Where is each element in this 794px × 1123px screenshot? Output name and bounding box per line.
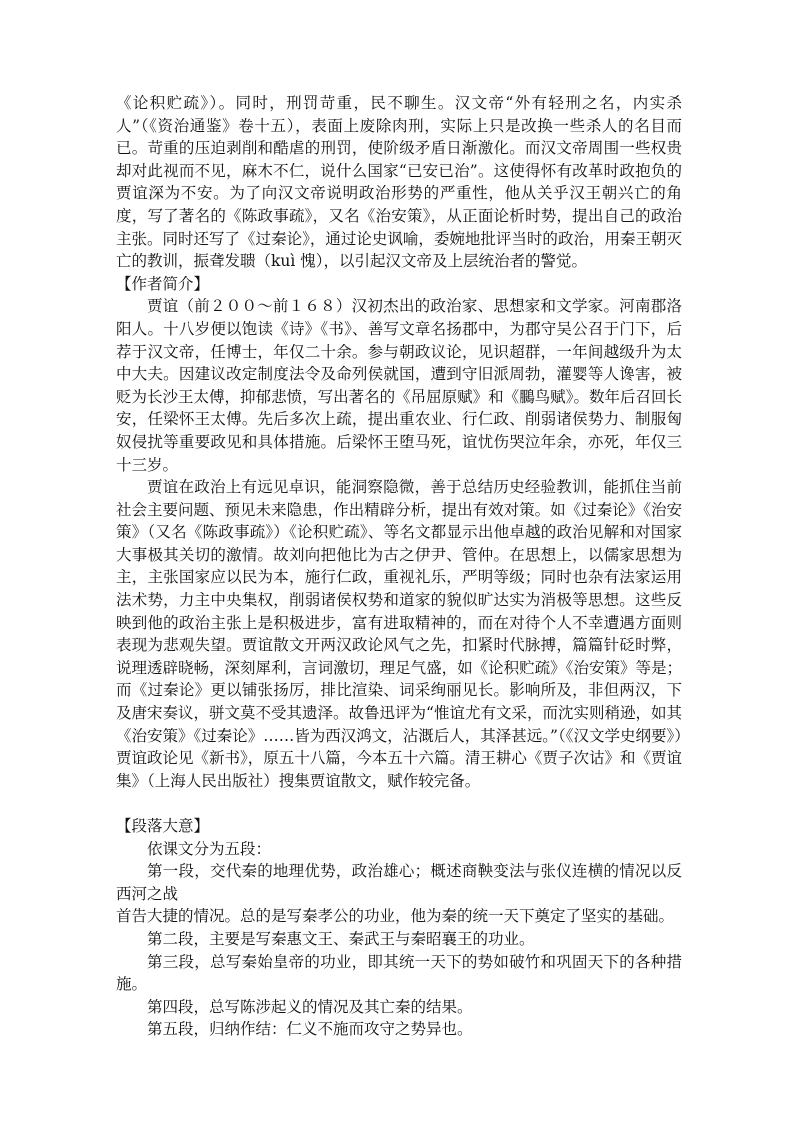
segment-3: 第三段，总写秦始皇帝的功业，即其统一天下的势如破竹和巩固天下的各种措施。 [116,952,682,994]
paragraph-section-intro: 依课文分为五段： [147,839,272,858]
author-paragraph-1: 贾谊（前２００～前１６８）汉初杰出的政治家、思想家和文学家。河南郡洛阳人。十八岁便以饱读《诗》《书》、善写文章名扬郡中，为郡守吴公召于门下，后荐于汉文帝，任博士，年仅二十余。参与朝政议论，见识超群，一年间越级升为太中大夫。因建议改定制度法令及命列侯就国，遭到守旧派周勃，灌婴等人谗害，被贬为长沙王太傅，抑郁悲愤，写出著名的《吊屈原赋》和《鵩鸟赋》。数年后召回长安，任梁怀王太傅。先后多次上疏，提出重农业、行仁政、削弱诸侯势力、制服匈奴侵扰等重要政见和具体措施。后梁怀王堕马死，谊忧伤哭泣年余，亦死，年仅三十三岁。 [116,297,682,474]
segment-1-line-1: 第一段，交代秦的地理优势，政治雄心；概述商鞅变法与张仪连横的情况以反西河之战 [116,862,682,903]
segment-1-line-2: 首告大捷的情况。总的是写秦孝公的功业，他为秦的统一天下奠定了坚实的基础。 [116,907,675,926]
segment-4: 第四段，总写陈涉起义的情况及其亡秦的结果。 [147,997,473,1016]
section-spacer [116,792,682,815]
segment-5: 第五段，归纳作结：仁义不施而攻守之势异也。 [147,1020,473,1039]
author-paragraph-2: 贾谊在政治上有远见卓识，能洞察隐微，善于总结历史经验教训，能抓住当前社会主要问题、预见未来隐患，作出精辟分析，提出有效对策。如《过秦论》《治安策》（又名《陈政事疏》）《论积贮疏》、等名文都显示出他卓越的政治见解和对国家大事极其关切的激情。故刘向把他比为古之伊尹、管仲。在思想上，以儒家思想为主，主张国家应以民为本，施行仁政，重视礼乐，严明等级；同时也杂有法家运用法术势，力主中央集权，削弱诸侯权势和道家的貌似旷达实为消极等思想。这些反映到他的政治主张上是积极进步，富有进取精神的，而在对待个人不幸遭遇方面则表现为悲观失望。贾谊散文开两汉政论风气之先，扣紧时代脉搏，篇篇针砭时弊，说理透辟晓畅，深刻犀利，言词激切，理足气盛，如《论积贮疏》《治安策》等是；而《过秦论》更以铺张扬厉，排比渲染、词采绚丽见长。影响所及，非但两汉，下及唐宋奏议，骈文莫不受其遗泽。故鲁迅评为“惟谊尤有文采，而沈实则稍逊，如其《治安策》《过秦论》……皆为西汉鸿文，沾溉后人，其泽甚远。”（《汉文学史纲要》）贾谊政论见《新书》，原五十八篇，今本五十六篇。清王耕心《贾子次诂》和《贾谊集》（上海人民出版社）搜集贾谊散文，赋作较完备。 [116,478,682,790]
document-page [116,92,682,1041]
author-section-heading: 【作者简介】 [116,274,210,293]
intro-paragraph: 《论积贮疏》）。同时，刑罚苛重，民不聊生。汉文帝“外有轻刑之名，内实杀人”（《资治通鉴》卷十五），表面上废除肉刑，实际上只是改换一些杀人的名目而已。苛重的压迫剥削和酷虐的刑罚，使阶级矛盾日渐激化。而汉文帝周围一些权贵却对此视而不见，麻木不仁，说什么国家“已安已治”。这使得怀有改革时政抱负的贾谊深为不安。为了向汉文帝说明政治形势的严重性，他从关乎汉王朝兴亡的角度，写了著名的《陈政事疏》，又名《治安策》，从正面论析时势，提出自己的政治主张。同时还写了《过秦论》，通过论史讽喻，委婉地批评当时的政治，用秦王朝灭亡的教训，振聋发聩（kuì 愧），以引起汉文帝及上层统治者的警觉。 [116,94,682,271]
segment-2: 第二段，主要是写秦惠文王、秦武王与秦昭襄王的功业。 [147,929,535,948]
paragraph-section-heading: 【段落大意】 [116,817,210,835]
